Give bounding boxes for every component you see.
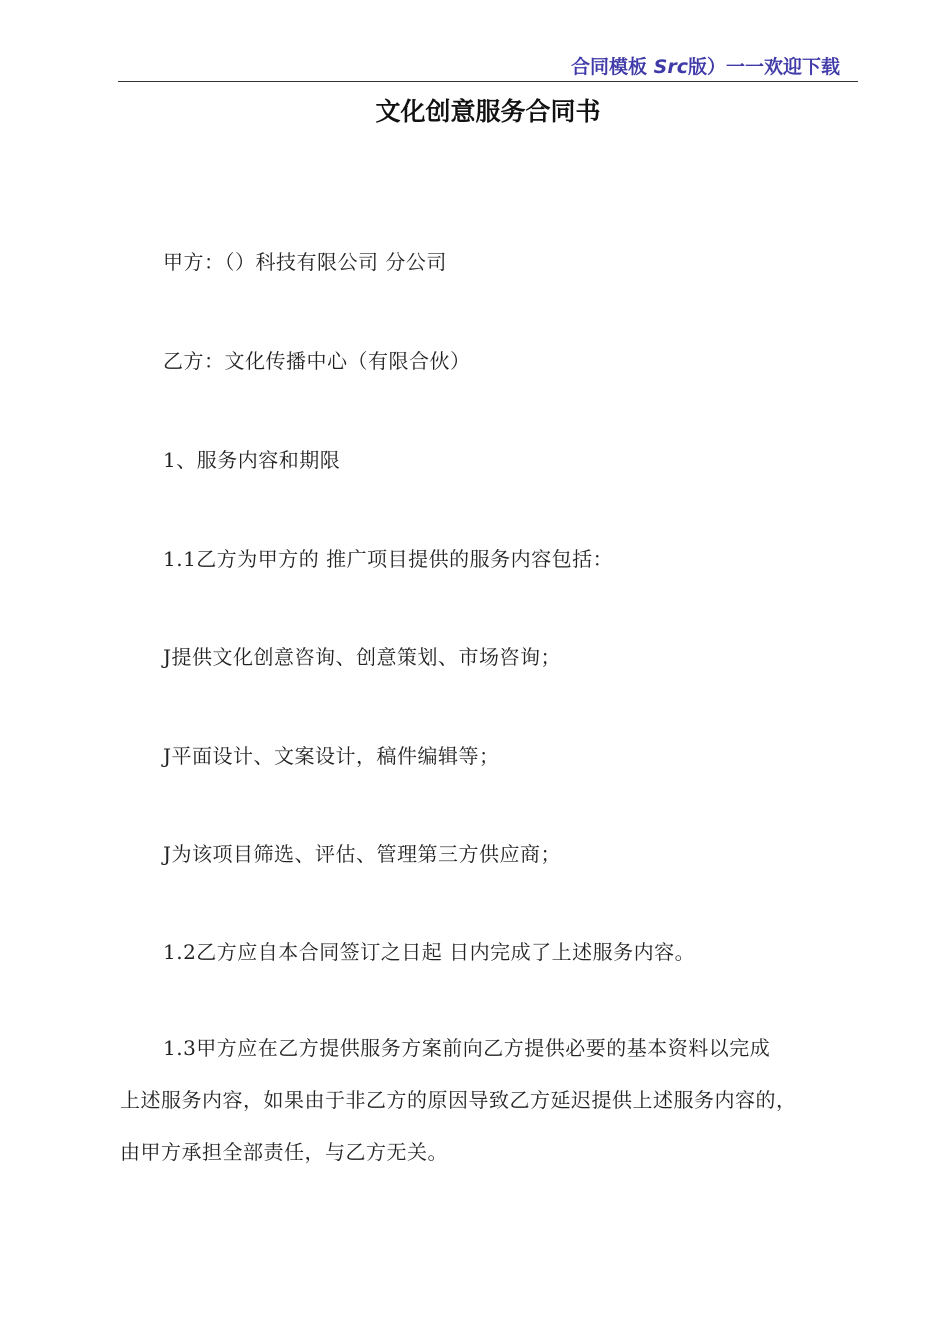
header-text-italic: Src [653,56,688,78]
list-item-consulting: J提供文化创意咨询、创意策划、市场咨询； [163,645,562,669]
header-banner [571,52,840,79]
section-1-heading: 1、服务内容和期限 [163,448,341,472]
header-text-after: 版）一一欢迎下载 [687,56,840,78]
party-a: 甲方：（）科技有限公司 分公司 [163,250,447,274]
clause-1-3-line-1: 1.3甲方应在乙方提供服务方案前向乙方提供必要的基本资料以完成 [163,1036,771,1060]
document-title: 文化创意服务合同书 [375,97,601,126]
clause-1-2: 1.2乙方应自本合同签订之日起 日内完成了上述服务内容。 [163,940,696,964]
clause-1-1: 1.1乙方为甲方的 推广项目提供的服务内容包括： [163,547,614,571]
list-item-design: J平面设计、文案设计，稿件编辑等； [163,744,500,768]
header-text-before: 合同模板 [571,56,654,78]
party-b: 乙方：文化传播中心（有限合伙） [163,349,471,373]
clause-1-3-line-2: 上述服务内容，如果由于非乙方的原因导致乙方延迟提供上述服务内容的， [120,1088,797,1112]
clause-1-3-line-3: 由甲方承担全部责任，与乙方无关。 [120,1140,448,1164]
header-divider [118,81,858,82]
list-item-suppliers: J为该项目筛选、评估、管理第三方供应商； [163,842,562,866]
clause-1-3 [120,1022,860,1178]
